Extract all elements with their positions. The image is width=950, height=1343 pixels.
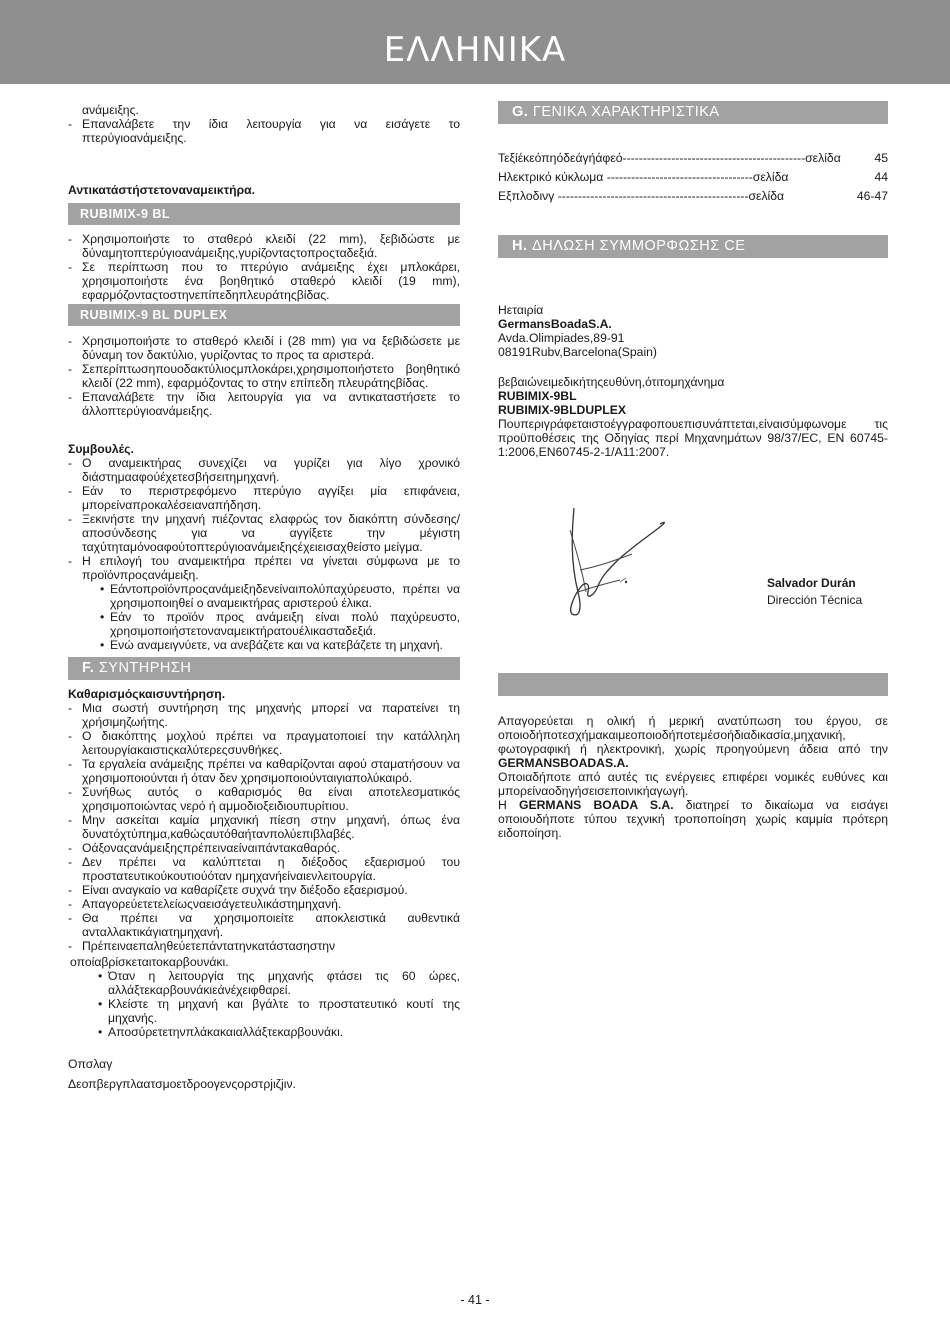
page-title: ΕΛΛΗΝΙΚΑ xyxy=(383,30,567,70)
list-item: - Σεπερίπτωσηπουοδακτύλιοςμπλοκάρει,χρησιμοποιήστετο βοηθητικό κλειδί (22 mm), εφαρμόζοντας το στην επίπεδη πλευράτηςβίδας. xyxy=(68,362,460,390)
list-item: - Εάν το περιστρεφόμενο πτερύγιο αγγίξει μία επιφάνεια, μπορείναπροκαλέσειαναπήδηση. xyxy=(68,484,460,512)
list-item: - Απαγορεύετετελείωςναεισάγετευλικάστημηχανή. xyxy=(68,897,460,911)
company-address-1: Avda.Olimpiades,89-91 xyxy=(498,331,625,345)
band-section-g xyxy=(498,101,888,124)
list-item: - Επαναλάβετε την ίδια λειτουργία για να αντικαταστήσετε το άλλοπτερύγιοανάμειξης. xyxy=(68,390,460,418)
footer-line-1: Οπσλαγ xyxy=(68,1057,113,1071)
bullet-item: • Όταν η λειτουργία της μηχανής φτάσει τις 60 ώρες, αλλάξτεκαρβουνάκιεάνέχειφθαρεί. xyxy=(68,969,460,997)
contents-row xyxy=(498,170,888,184)
list-item: - Ο διακόπτης μοχλού πρέπει να πραγματοποιεί την κατάλληλη λειτουργίακαιστιςκαλύτερεςσυνθήκες. xyxy=(68,729,460,757)
bullet-item: • Κλείστε τη μηχανή και βγάλτε το προστατευτικό κουτί της μηχανής. xyxy=(68,997,460,1025)
section-title: ΣΥΝΤΗΡΗΣΗ xyxy=(98,660,192,676)
legal-company: GERMANSBOADAS.A. xyxy=(498,756,629,770)
contents-page: 46-47 xyxy=(856,189,888,203)
list-item: - Ξεκινήστε την μηχανή πιέζοντας ελαφρώς τον διακόπτη σύνδεσης/αποσύνδεσης για να αγγίξετε την μέγιστη ταχύτηταμόνοαφούτοπτερύγιοανάμειξηςέχειεισαχθείστο μείγμα. xyxy=(68,512,460,554)
declaration-intro: βεβαιώνειμεδικήτηςευθύνη,ότιτομηχάνημα xyxy=(498,375,725,389)
contents-label: Ηλεκτρικό κύκλωμα ------------------------------------σελίδα xyxy=(498,170,789,184)
section-letter: F. xyxy=(82,660,95,676)
left-column xyxy=(68,103,460,1091)
legal-text: Η xyxy=(498,798,507,812)
contents-row xyxy=(498,189,888,203)
footer-line-2: Δεοπβεργπλαατσμοετδροογενςορστρjιζjιν. xyxy=(68,1077,296,1091)
band-section-empty xyxy=(498,673,888,696)
company-address-2: 08191Rubv,Barcelona(Spain) xyxy=(498,345,657,359)
list-item: - Χρησιμοποιήστε το σταθερό κλειδί (22 mm), ξεβιδώστε με δύναμητοπτερύγιοανάμειξης,γυρίζονταςτοπροςταδεξιά. xyxy=(68,232,460,260)
bullet-item: • Εάντοπροϊόνπροςανάμειξηδενείναιπολύπαχύρευστο, πρέπει να χρησιμοποιηθεί ο αναμεικτήρας αριστερού έλικα. xyxy=(68,582,460,610)
bullet-item: • Ενώ αναμειγνύετε, να ανεβάζετε και να κατεβάζετε τη μηχανή. xyxy=(68,638,460,652)
list-item: - Δεν πρέπει να καλύπτεται η διέξοδος εξαερισμού του προστατευτικούκουτιούόταν ημηχανήείναιενλειτουργία. xyxy=(68,855,460,883)
declaration-text: Πουπεριγράφεταιστοέγγραφοπουεπισυνάπτεται,είναισύμφωνομε τις προϋποθέσεις της Οδηγίας περί Μηχανημάτων 98/37/EC, EN 60745-1:2006,EN60745-2-1/A11:2007. xyxy=(498,417,888,459)
section-title: ΔΗΛΩΣΗ ΣΥΜΜΟΡΦΩΣΗΣ CE xyxy=(532,238,746,254)
replace-heading: Αντικατάστήστετοναναμεικτήρα. xyxy=(68,183,256,197)
tips-heading: Συμβουλές. xyxy=(68,442,134,456)
maintenance-heading: Καθαρισμόςκαισυντήρηση. xyxy=(68,687,226,701)
band-rubimix-9bl-duplex: RUBIMIX-9 BL DUPLEX xyxy=(68,304,460,326)
list-item: - Οάξοναςανάμειξηςπρέπειναείναιπάντακαθαρός. xyxy=(68,841,460,855)
legal-notice-2: Οποιαδήποτε από αυτές τις ενέργειες επιφέρει νομικές ευθύνες και μπορείναοδηγήσεισεποινικήαγωγή. xyxy=(498,770,888,798)
legal-text: διατηρεί το δικαίωμα να εισάγει οποιουδήποτε τύπου τεχνική τροποποίηση χωρίς καμμία πρότερη ειδοποίηση. xyxy=(498,798,888,840)
legal-notice-3 xyxy=(498,798,888,840)
list-item: - Η επιλογή του αναμεικτήρα πρέπει να γίνεται σύμφωνα με το προϊόνπροςανάμειξη. xyxy=(68,554,460,582)
list-item: - Πρέπειναεπαληθεύετεπάντατηνκατάστασηστην xyxy=(68,939,460,953)
list-item: - Τα εργαλεία ανάμειξης πρέπει να καθαρίζονται αφού σταματήσουν να χρησιμοποιούνται ή όταν δεν χρησιμοποιούνταιγιαπολύκαιρό. xyxy=(68,757,460,785)
contents-label: Τεξίέκεόπηόδεάγήάφεό---------------------------------------------σελίδα xyxy=(498,151,841,165)
list-item: - Ο αναμεικτήρας συνεχίζει να γυρίζει για λίγο χρονικό διάστημααφούέχετεσβήσειτημηχανή. xyxy=(68,456,460,484)
legal-company: GERMANS BOADA S.A. xyxy=(519,798,674,812)
signatory-name: Salvador Durán xyxy=(767,576,856,590)
signatory-role: Dirección Técnica xyxy=(767,593,863,607)
page-number: - 41 - xyxy=(460,1293,490,1307)
list-item: - Χρησιμοποιήστε το σταθερό κλειδί i (28 mm) για να ξεβιδώσετε με δύναμη τον δακτύλιο, γυρίζοντας το προς τα αριστερά. xyxy=(68,334,460,362)
intro-continuation: ανάμειξης. xyxy=(82,103,139,117)
section-title: ΓΕΝΙΚΑ ΧΑΡΑΚΤΗΡΙΣΤΙΚΑ xyxy=(532,104,720,120)
list-item: - Μην ασκείται καμία μηχανική πίεση στην μηχανή, όπως ένα δυνατόχτύπημα,καθώςαυτόθαήτανπολύεπιβλαβές. xyxy=(68,813,460,841)
maintenance-continuation: οποίαβρίσκεταιτοκαρβουνάκι. xyxy=(70,955,229,969)
intro-item: - Επαναλάβετε την ίδια λειτουργία για να εισάγετε το πτερύγιοανάμειξης. xyxy=(68,117,460,145)
band-section-f xyxy=(68,657,460,680)
bullet-item: • Αποσύρετετηνπλάκακαιαλλάξτεκαρβουνάκι. xyxy=(68,1025,460,1039)
list-item: - Σε περίπτωση που το πτερύγιο ανάμειξης έχει μπλοκάρει, χρησιμοποιήστε ένα βοηθητικό σταθερό κλειδί (19 mm), εφαρμόζονταςτοστηνεπίπεδηπλευράτηςβίδας. xyxy=(68,260,460,302)
legal-text: Απαγορεύεται η ολική ή μερική ανατύπωση του έργου, σε οποιοδήποτεσχήμακαιμεοποιοδήποτεμέσοήδιαδικασία,μηχανική, φωτογραφική ή ηλεκτρονική, χωρίς προηγούμενη άδεια από την xyxy=(498,714,888,756)
model-1: RUBIMIX-9BL xyxy=(498,389,577,403)
contents-page: 45 xyxy=(874,151,888,165)
model-2: RUBIMIX-9BLDUPLEX xyxy=(498,403,626,417)
right-column xyxy=(498,101,888,840)
contents-label: Εξπλοδινγ -----------------------------------------------σελίδα xyxy=(498,189,785,203)
list-item: - Συνήθως αυτός ο καθαρισμός θα είναι αποτελεσματικός χρησιμοποιώντας νερό ή αμμοδιοξειδιουπυρίτιου. xyxy=(68,785,460,813)
signature-image xyxy=(560,500,700,625)
list-item: - Είναι αναγκαίο να καθαρίζετε συχνά την διέξοδο εξαερισμού. xyxy=(68,883,460,897)
contents-page: 44 xyxy=(874,170,888,184)
bullet-item: • Εάν το προϊόν προς ανάμειξη είναι πολύ παχύρευστο, χρησιμοποιήστετοναναμεικτήρατουέλικασταδεξιά. xyxy=(68,610,460,638)
band-section-h xyxy=(498,235,888,258)
contents-list xyxy=(498,151,888,203)
legal-notice-1 xyxy=(498,714,888,770)
page-header xyxy=(0,0,950,84)
section-letter: H. xyxy=(512,238,528,254)
company-name: GermansBoadaS.A. xyxy=(498,317,612,331)
section-letter: G. xyxy=(512,104,529,120)
list-item: - Μια σωστή συντήρηση της μηχανής μπορεί να παρατείνει τη χρήσιμηζωήτης. xyxy=(68,701,460,729)
contents-row xyxy=(498,151,888,165)
band-rubimix-9bl: RUBIMIX-9 BL xyxy=(68,203,460,225)
company-label: Ηεταιρία xyxy=(498,303,544,317)
list-item: - Θα πρέπει να χρησιμοποιείτε αποκλειστικά αυθεντικά ανταλλακτικάγιατημηχανή. xyxy=(68,911,460,939)
